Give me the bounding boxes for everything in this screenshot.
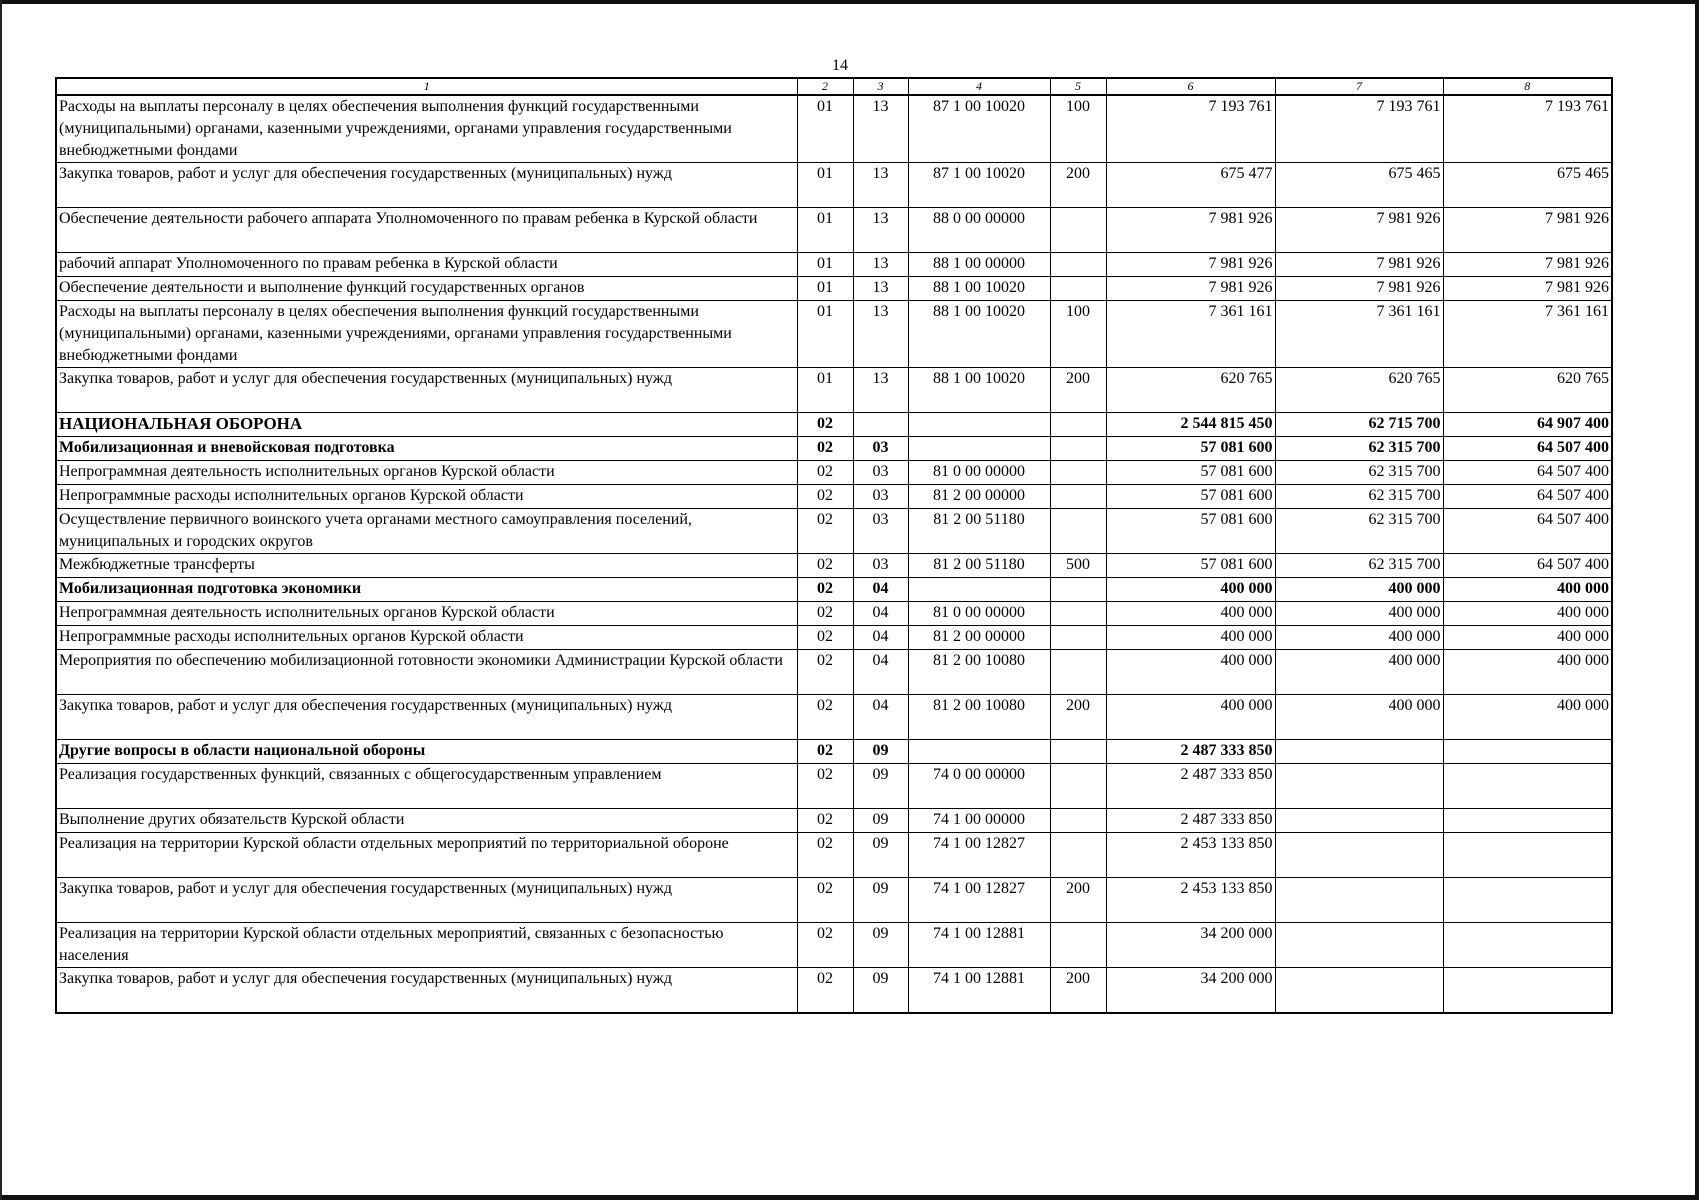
expense-type-code: 200 — [1050, 878, 1106, 923]
budget-item-name: Закупка товаров, работ и услуг для обеспечения государственных (муниципальных) нужд — [56, 368, 797, 413]
section-code: 02 — [797, 626, 853, 650]
amount-year-2: 62 315 700 — [1275, 509, 1443, 554]
table-row — [56, 809, 1612, 833]
table-row — [56, 437, 1612, 461]
column-number: 2 — [797, 78, 853, 95]
amount-year-2: 400 000 — [1275, 626, 1443, 650]
expense-type-code: 200 — [1050, 695, 1106, 740]
table-row — [56, 368, 1612, 413]
target-article-code: 74 1 00 12881 — [908, 968, 1050, 1013]
target-article-code: 88 1 00 10020 — [908, 301, 1050, 368]
amount-year-2: 7 981 926 — [1275, 253, 1443, 277]
table-row — [56, 968, 1612, 1013]
budget-item-name: Расходы на выплаты персоналу в целях обеспечения выполнения функций государственными (муниципальными) органами, казенными учреждениями, органами управления государственными внебюджетными фондами — [56, 301, 797, 368]
amount-year-3 — [1443, 923, 1612, 968]
amount-year-1: 7 361 161 — [1106, 301, 1275, 368]
subsection-code: 09 — [853, 878, 908, 923]
amount-year-3 — [1443, 740, 1612, 764]
amount-year-2 — [1275, 740, 1443, 764]
budget-item-name: Мероприятия по обеспечению мобилизационной готовности экономики Администрации Курской области — [56, 650, 797, 695]
column-number: 1 — [56, 78, 797, 95]
subsection-code — [853, 413, 908, 437]
expense-type-code: 100 — [1050, 95, 1106, 163]
budget-item-name: Непрограммные расходы исполнительных органов Курской области — [56, 626, 797, 650]
table-row — [56, 277, 1612, 301]
table-row — [56, 301, 1612, 368]
target-article-code: 88 1 00 10020 — [908, 277, 1050, 301]
budget-item-name: Другие вопросы в области национальной обороны — [56, 740, 797, 764]
expense-type-code — [1050, 413, 1106, 437]
section-code: 02 — [797, 461, 853, 485]
table-row — [56, 95, 1612, 163]
amount-year-1: 7 981 926 — [1106, 208, 1275, 253]
table-row — [56, 878, 1612, 923]
target-article-code — [908, 437, 1050, 461]
amount-year-1: 34 200 000 — [1106, 968, 1275, 1013]
expense-type-code: 200 — [1050, 968, 1106, 1013]
section-code: 02 — [797, 764, 853, 809]
column-number: 7 — [1275, 78, 1443, 95]
table-row — [56, 509, 1612, 554]
column-number: 6 — [1106, 78, 1275, 95]
target-article-code: 81 2 00 00000 — [908, 485, 1050, 509]
amount-year-3 — [1443, 878, 1612, 923]
table-row — [56, 485, 1612, 509]
amount-year-1: 7 981 926 — [1106, 253, 1275, 277]
section-code: 01 — [797, 368, 853, 413]
expense-type-code — [1050, 437, 1106, 461]
section-code: 01 — [797, 163, 853, 208]
expense-type-code: 200 — [1050, 368, 1106, 413]
section-code: 02 — [797, 413, 853, 437]
amount-year-1: 400 000 — [1106, 695, 1275, 740]
subsection-code: 03 — [853, 554, 908, 578]
expense-type-code: 500 — [1050, 554, 1106, 578]
section-code: 01 — [797, 301, 853, 368]
section-code: 01 — [797, 277, 853, 301]
expense-type-code — [1050, 485, 1106, 509]
amount-year-1: 57 081 600 — [1106, 461, 1275, 485]
target-article-code: 74 1 00 12827 — [908, 878, 1050, 923]
subsection-code: 13 — [853, 208, 908, 253]
budget-item-name: Непрограммные расходы исполнительных органов Курской области — [56, 485, 797, 509]
amount-year-1: 400 000 — [1106, 650, 1275, 695]
amount-year-1: 34 200 000 — [1106, 923, 1275, 968]
amount-year-2: 400 000 — [1275, 650, 1443, 695]
budget-item-name: Закупка товаров, работ и услуг для обеспечения государственных (муниципальных) нужд — [56, 968, 797, 1013]
amount-year-3: 400 000 — [1443, 602, 1612, 626]
scan-border-left — [0, 0, 2, 1200]
expense-type-code — [1050, 626, 1106, 650]
amount-year-1: 2 487 333 850 — [1106, 809, 1275, 833]
subsection-code: 03 — [853, 437, 908, 461]
target-article-code: 81 2 00 51180 — [908, 509, 1050, 554]
table-row — [56, 764, 1612, 809]
expense-type-code — [1050, 253, 1106, 277]
amount-year-1: 2 487 333 850 — [1106, 764, 1275, 809]
subsection-code: 04 — [853, 650, 908, 695]
subsection-code: 03 — [853, 485, 908, 509]
target-article-code — [908, 740, 1050, 764]
subsection-code: 04 — [853, 578, 908, 602]
section-code: 02 — [797, 833, 853, 878]
amount-year-2: 400 000 — [1275, 578, 1443, 602]
amount-year-1: 675 477 — [1106, 163, 1275, 208]
budget-item-name: Непрограммная деятельность исполнительных органов Курской области — [56, 461, 797, 485]
expense-type-code — [1050, 578, 1106, 602]
subsection-code: 09 — [853, 740, 908, 764]
table-row — [56, 833, 1612, 878]
amount-year-2: 7 193 761 — [1275, 95, 1443, 163]
amount-year-3: 64 507 400 — [1443, 509, 1612, 554]
budget-item-name: Реализация на территории Курской области отдельных мероприятий, связанных с безопасностью населения — [56, 923, 797, 968]
amount-year-3: 64 507 400 — [1443, 437, 1612, 461]
amount-year-1: 400 000 — [1106, 626, 1275, 650]
target-article-code: 88 0 00 00000 — [908, 208, 1050, 253]
amount-year-3: 400 000 — [1443, 695, 1612, 740]
section-code: 02 — [797, 740, 853, 764]
expense-type-code: 100 — [1050, 301, 1106, 368]
subsection-code: 13 — [853, 301, 908, 368]
expense-type-code: 200 — [1050, 163, 1106, 208]
amount-year-3: 400 000 — [1443, 578, 1612, 602]
budget-item-name: Обеспечение деятельности и выполнение функций государственных органов — [56, 277, 797, 301]
subsection-code: 13 — [853, 277, 908, 301]
subsection-code: 04 — [853, 695, 908, 740]
target-article-code: 88 1 00 10020 — [908, 368, 1050, 413]
budget-item-name: Закупка товаров, работ и услуг для обеспечения государственных (муниципальных) нужд — [56, 163, 797, 208]
target-article-code: 87 1 00 10020 — [908, 163, 1050, 208]
table-row — [56, 740, 1612, 764]
page-number: 14 — [832, 57, 848, 74]
budget-item-name: Мобилизационная и вневойсковая подготовка — [56, 437, 797, 461]
table-row — [56, 413, 1612, 437]
amount-year-3: 7 981 926 — [1443, 208, 1612, 253]
subsection-code: 04 — [853, 602, 908, 626]
amount-year-3: 675 465 — [1443, 163, 1612, 208]
column-number-header — [56, 78, 1612, 95]
target-article-code — [908, 578, 1050, 602]
amount-year-3: 620 765 — [1443, 368, 1612, 413]
expense-type-code — [1050, 461, 1106, 485]
table-row — [56, 554, 1612, 578]
expense-type-code — [1050, 764, 1106, 809]
table-row — [56, 650, 1612, 695]
amount-year-1: 2 487 333 850 — [1106, 740, 1275, 764]
subsection-code: 13 — [853, 163, 908, 208]
amount-year-2 — [1275, 923, 1443, 968]
table-body — [56, 95, 1612, 1013]
section-code: 02 — [797, 650, 853, 695]
table-row — [56, 626, 1612, 650]
section-code: 02 — [797, 923, 853, 968]
amount-year-1: 2 453 133 850 — [1106, 878, 1275, 923]
section-code: 02 — [797, 695, 853, 740]
amount-year-3 — [1443, 764, 1612, 809]
amount-year-3: 64 507 400 — [1443, 461, 1612, 485]
amount-year-2: 62 715 700 — [1275, 413, 1443, 437]
amount-year-1: 57 081 600 — [1106, 509, 1275, 554]
table-row — [56, 163, 1612, 208]
amount-year-2 — [1275, 833, 1443, 878]
budget-item-name: Обеспечение деятельности рабочего аппарата Уполномоченного по правам ребенка в Курской области — [56, 208, 797, 253]
target-article-code: 74 0 00 00000 — [908, 764, 1050, 809]
expense-type-code — [1050, 809, 1106, 833]
amount-year-1: 7 981 926 — [1106, 277, 1275, 301]
subsection-code: 09 — [853, 764, 908, 809]
subsection-code: 13 — [853, 253, 908, 277]
amount-year-2: 400 000 — [1275, 602, 1443, 626]
amount-year-1: 2 453 133 850 — [1106, 833, 1275, 878]
budget-table — [55, 77, 1613, 1014]
budget-item-name: НАЦИОНАЛЬНАЯ ОБОРОНА — [56, 413, 797, 437]
section-code: 01 — [797, 95, 853, 163]
amount-year-3: 64 907 400 — [1443, 413, 1612, 437]
amount-year-2 — [1275, 809, 1443, 833]
target-article-code: 81 2 00 51180 — [908, 554, 1050, 578]
amount-year-3 — [1443, 968, 1612, 1013]
target-article-code: 87 1 00 10020 — [908, 95, 1050, 163]
expense-type-code — [1050, 923, 1106, 968]
table-row — [56, 208, 1612, 253]
amount-year-3: 7 193 761 — [1443, 95, 1612, 163]
subsection-code: 09 — [853, 809, 908, 833]
section-code: 02 — [797, 809, 853, 833]
amount-year-1: 57 081 600 — [1106, 437, 1275, 461]
subsection-code: 03 — [853, 509, 908, 554]
amount-year-2: 62 315 700 — [1275, 554, 1443, 578]
budget-item-name: Мобилизационная подготовка экономики — [56, 578, 797, 602]
amount-year-2 — [1275, 878, 1443, 923]
section-code: 02 — [797, 602, 853, 626]
amount-year-2: 400 000 — [1275, 695, 1443, 740]
amount-year-2: 7 981 926 — [1275, 277, 1443, 301]
target-article-code: 81 2 00 00000 — [908, 626, 1050, 650]
amount-year-2: 620 765 — [1275, 368, 1443, 413]
expense-type-code — [1050, 509, 1106, 554]
amount-year-1: 400 000 — [1106, 602, 1275, 626]
amount-year-2: 62 315 700 — [1275, 437, 1443, 461]
table-row — [56, 461, 1612, 485]
budget-item-name: Закупка товаров, работ и услуг для обеспечения государственных (муниципальных) нужд — [56, 878, 797, 923]
section-code: 01 — [797, 253, 853, 277]
section-code: 02 — [797, 878, 853, 923]
column-number: 5 — [1050, 78, 1106, 95]
amount-year-3 — [1443, 809, 1612, 833]
amount-year-1: 400 000 — [1106, 578, 1275, 602]
expense-type-code — [1050, 650, 1106, 695]
budget-item-name: Выполнение других обязательств Курской области — [56, 809, 797, 833]
amount-year-1: 7 193 761 — [1106, 95, 1275, 163]
subsection-code: 04 — [853, 626, 908, 650]
table-row — [56, 578, 1612, 602]
subsection-code: 09 — [853, 833, 908, 878]
scan-border-top — [0, 0, 1699, 4]
amount-year-3: 7 361 161 — [1443, 301, 1612, 368]
amount-year-3: 64 507 400 — [1443, 554, 1612, 578]
section-code: 02 — [797, 968, 853, 1013]
subsection-code: 13 — [853, 368, 908, 413]
budget-item-name: Закупка товаров, работ и услуг для обеспечения государственных (муниципальных) нужд — [56, 695, 797, 740]
scan-border-bottom — [0, 1195, 1699, 1200]
amount-year-3: 7 981 926 — [1443, 253, 1612, 277]
target-article-code: 88 1 00 00000 — [908, 253, 1050, 277]
budget-item-name: Межбюджетные трансферты — [56, 554, 797, 578]
expense-type-code — [1050, 208, 1106, 253]
subsection-code: 03 — [853, 461, 908, 485]
expense-type-code — [1050, 740, 1106, 764]
amount-year-3: 400 000 — [1443, 626, 1612, 650]
table-row — [56, 253, 1612, 277]
section-code: 01 — [797, 208, 853, 253]
section-code: 02 — [797, 509, 853, 554]
budget-item-name: Реализация государственных функций, связанных с общегосударственным управлением — [56, 764, 797, 809]
expense-type-code — [1050, 277, 1106, 301]
budget-item-name: Непрограммная деятельность исполнительных органов Курской области — [56, 602, 797, 626]
target-article-code: 74 1 00 12881 — [908, 923, 1050, 968]
target-article-code — [908, 413, 1050, 437]
expense-type-code — [1050, 602, 1106, 626]
amount-year-2: 7 361 161 — [1275, 301, 1443, 368]
amount-year-2: 7 981 926 — [1275, 208, 1443, 253]
subsection-code: 13 — [853, 95, 908, 163]
target-article-code: 74 1 00 12827 — [908, 833, 1050, 878]
target-article-code: 81 2 00 10080 — [908, 695, 1050, 740]
column-number: 4 — [908, 78, 1050, 95]
budget-item-name: Расходы на выплаты персоналу в целях обеспечения выполнения функций государственными (муниципальными) органами, казенными учреждениями, органами управления государственными внебюджетными фондами — [56, 95, 797, 163]
table-row — [56, 602, 1612, 626]
amount-year-1: 2 544 815 450 — [1106, 413, 1275, 437]
target-article-code: 74 1 00 00000 — [908, 809, 1050, 833]
target-article-code: 81 0 00 00000 — [908, 602, 1050, 626]
amount-year-3: 400 000 — [1443, 650, 1612, 695]
amount-year-2: 62 315 700 — [1275, 461, 1443, 485]
table-row — [56, 695, 1612, 740]
amount-year-3 — [1443, 833, 1612, 878]
section-code: 02 — [797, 485, 853, 509]
column-number: 8 — [1443, 78, 1612, 95]
column-number: 3 — [853, 78, 908, 95]
table-row — [56, 923, 1612, 968]
amount-year-1: 620 765 — [1106, 368, 1275, 413]
amount-year-1: 57 081 600 — [1106, 485, 1275, 509]
amount-year-3: 64 507 400 — [1443, 485, 1612, 509]
subsection-code: 09 — [853, 968, 908, 1013]
amount-year-2: 675 465 — [1275, 163, 1443, 208]
section-code: 02 — [797, 554, 853, 578]
amount-year-2: 62 315 700 — [1275, 485, 1443, 509]
scan-border-right — [1695, 0, 1699, 1200]
amount-year-1: 57 081 600 — [1106, 554, 1275, 578]
header-row — [56, 78, 1612, 95]
budget-item-name: Реализация на территории Курской области отдельных мероприятий по территориальной обороне — [56, 833, 797, 878]
section-code: 02 — [797, 437, 853, 461]
subsection-code: 09 — [853, 923, 908, 968]
section-code: 02 — [797, 578, 853, 602]
budget-item-name: Осуществление первичного воинского учета органами местного самоуправления поселений, муниципальных и городских округов — [56, 509, 797, 554]
amount-year-2 — [1275, 968, 1443, 1013]
amount-year-2 — [1275, 764, 1443, 809]
target-article-code: 81 0 00 00000 — [908, 461, 1050, 485]
expense-type-code — [1050, 833, 1106, 878]
target-article-code: 81 2 00 10080 — [908, 650, 1050, 695]
budget-item-name: рабочий аппарат Уполномоченного по правам ребенка в Курской области — [56, 253, 797, 277]
amount-year-3: 7 981 926 — [1443, 277, 1612, 301]
